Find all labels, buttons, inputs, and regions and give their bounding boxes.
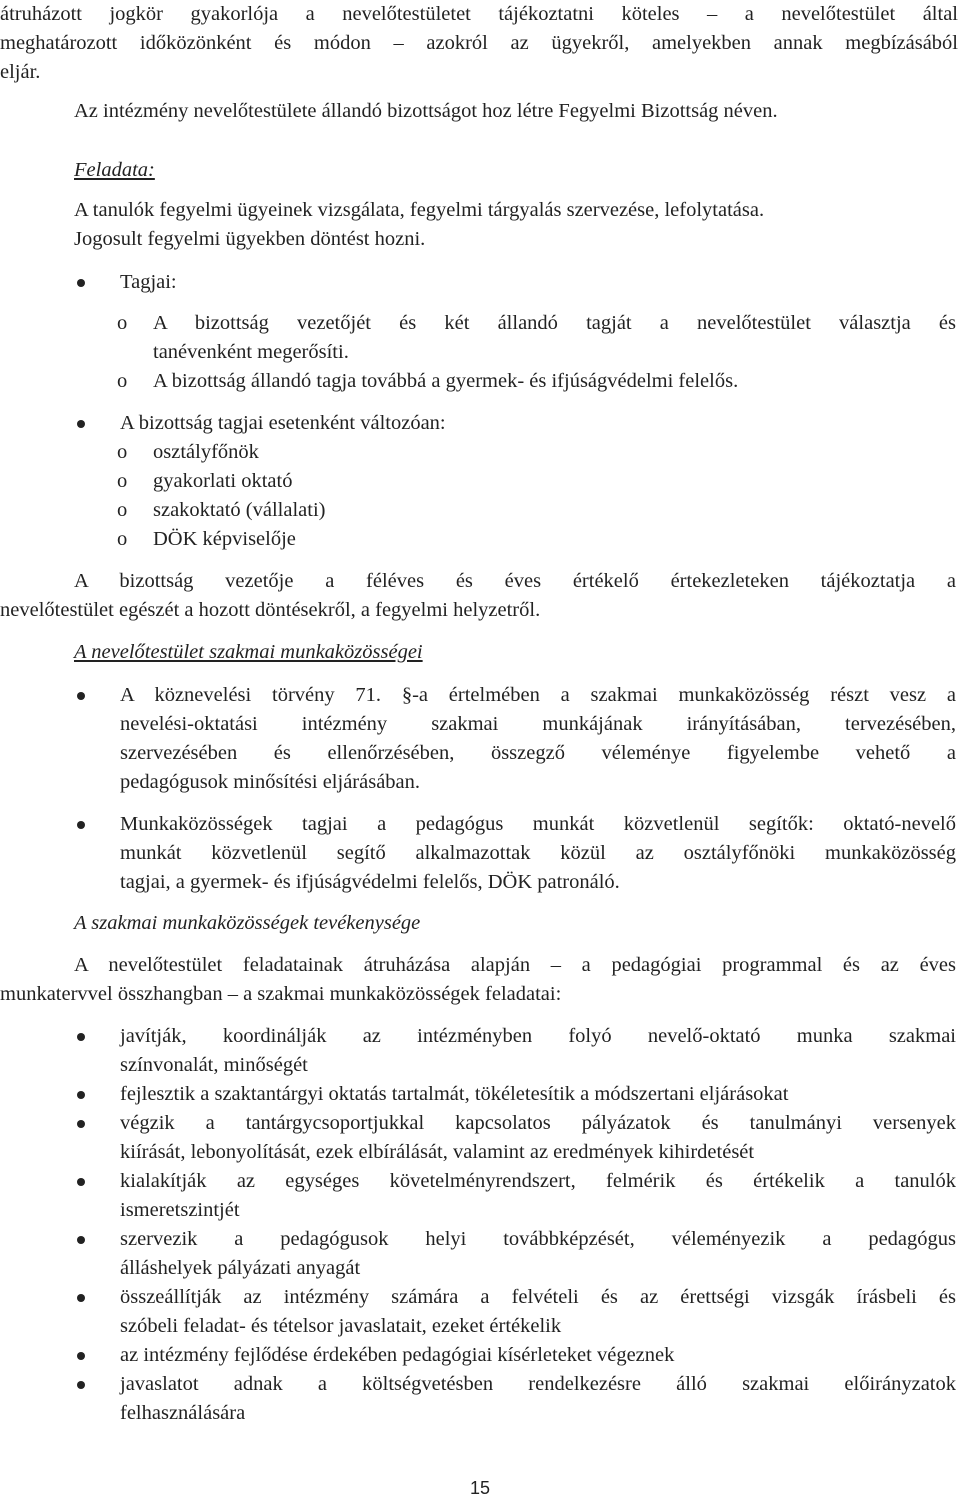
activity-line: álláshelyek pályázati anyagát [120,1257,361,1279]
variable-label: A bizottság tagjai esetenként változóan: [120,412,446,434]
bullet-icon [77,1033,85,1041]
activities-intro-line-1: A nevelőtestület feladatainak átruházása alapján – a pedagógiai programmal és az éves [74,954,956,976]
task-line-2: Jogosult fegyelmi ügyekben döntést hozni. [74,228,426,250]
activity-line: végzik a tantárgycsoportjukkal kapcsolatos pályázatok és tanulmányi versenyek [120,1112,956,1134]
variable-member: szakoktató (vállalati) [153,499,326,521]
report-line-1: A bizottság vezetője a féléves és éves értékelő értekezleteken tájékoztatja a [74,570,956,592]
workgroup-bullet-1-line: A köznevelési törvény 71. §-a értelmében a szakmai munkaközösség részt vesz a [120,684,956,706]
bullet-icon [77,1091,85,1099]
variable-member: gyakorlati oktató [153,470,293,492]
activity-line: összeállítják az intézmény számára a felvételi és az érettségi vizsgák írásbeli és [120,1286,956,1308]
activity-line: felhasználására [120,1402,246,1424]
circle-bullet-icon: o [117,470,128,492]
circle-bullet-icon: o [117,499,128,521]
activity-line: szóbeli feladat- és tételsor javaslatait, ezeket értékelik [120,1315,562,1337]
activity-line: javaslatot adnak a költségvetésben rendelkezésre álló szakmai előirányzatok [120,1373,956,1395]
activity-line: fejlesztik a szaktantárgyi oktatás tartalmát, tökéletesítik a módszertani eljárásokat [120,1083,789,1105]
workgroup-bullet-1-line: pedagógusok minősítési eljárásában. [120,771,421,793]
report-line-2: nevelőtestület egészét a hozott döntésekről, a fegyelmi helyzetről. [0,599,541,621]
circle-bullet-icon: o [117,441,128,463]
activity-line: kialakítják az egységes követelményrendszert, felmérik és értékelik a tanulók [120,1170,956,1192]
activity-line: szervezik a pedagógusok helyi továbbképzését, véleményezik a pedagógus [120,1228,956,1250]
variable-member: DÖK képviselője [153,528,296,550]
member-2: A bizottság állandó tagja továbbá a gyermek- és ifjúságvédelmi felelős. [153,370,739,392]
bullet-icon [77,279,85,287]
workgroup-bullet-2-line: munkát közvetlenül segítő alkalmazottak közül az osztályfőnöki munkaközösség [120,842,956,864]
page-number: 15 [469,1478,491,1498]
circle-bullet-icon: o [117,370,128,392]
activity-line: javítják, koordinálják az intézményben folyó nevelő-oktató munka szakmai [120,1025,956,1047]
activity-line: ismeretszintjét [120,1199,240,1221]
activities-intro-line-2: munkatervvel összhangban – a szakmai munkaközösségek feladatai: [0,983,562,1005]
bullet-icon [77,1178,85,1186]
member-1-line-2: tanévenként megerősíti. [153,341,349,363]
bullet-icon [77,1236,85,1244]
bullet-icon [77,1120,85,1128]
bullet-icon [77,1294,85,1302]
section-heading-activities: A szakmai munkaközösségek tevékenysége [74,912,421,934]
member-1-line-1: A bizottság vezetőjét és két állandó tagját a nevelőtestület választja és [153,312,956,334]
intro-line-2: meghatározott időközönként és módon – azokról az ügyekről, amelyekben annak megbízásából [0,32,958,54]
circle-bullet-icon: o [117,528,128,550]
committee-sentence: Az intézmény nevelőtestülete állandó bizottságot hoz létre Fegyelmi Bizottság néven. [74,100,778,122]
task-line-1: A tanulók fegyelmi ügyeinek vizsgálata, fegyelmi tárgyalás szervezése, lefolytatása. [74,199,765,221]
task-heading: Feladata: [74,159,155,181]
bullet-icon [77,692,85,700]
activity-line: kiírását, lebonyolítását, ezek elbírálását, valamint az eredmények kihirdetését [120,1141,755,1163]
activity-line: az intézmény fejlődése érdekében pedagógiai kísérleteket végeznek [120,1344,675,1366]
variable-member: osztályfőnök [153,441,259,463]
workgroup-bullet-1-line: nevelési-oktatási intézmény szakmai munkájának irányításában, tervezésében, [120,713,956,735]
workgroup-bullet-2-line: Munkaközösségek tagjai a pedagógus munkát közvetlenül segítők: oktató-nevelő [120,813,956,835]
intro-line-3: eljár. [0,61,41,83]
section-heading-workgroups: A nevelőtestület szakmai munkaközösségei [74,641,423,663]
activity-line: színvonalát, minőségét [120,1054,308,1076]
members-label: Tagjai: [120,271,177,293]
workgroup-bullet-2-line: tagjai, a gyermek- és ifjúságvédelmi felelős, DÖK patronáló. [120,871,620,893]
bullet-icon [77,1352,85,1360]
workgroup-bullet-1-line: szervezésében és ellenőrzésében, összegző véleménye figyelembe vehető a [120,742,956,764]
bullet-icon [77,420,85,428]
intro-line-1: átruházott jogkör gyakorlója a nevelőtestületet tájékoztatni köteles – a nevelőtestület által [0,3,958,25]
circle-bullet-icon: o [117,312,128,334]
bullet-icon [77,1381,85,1389]
bullet-icon [77,821,85,829]
